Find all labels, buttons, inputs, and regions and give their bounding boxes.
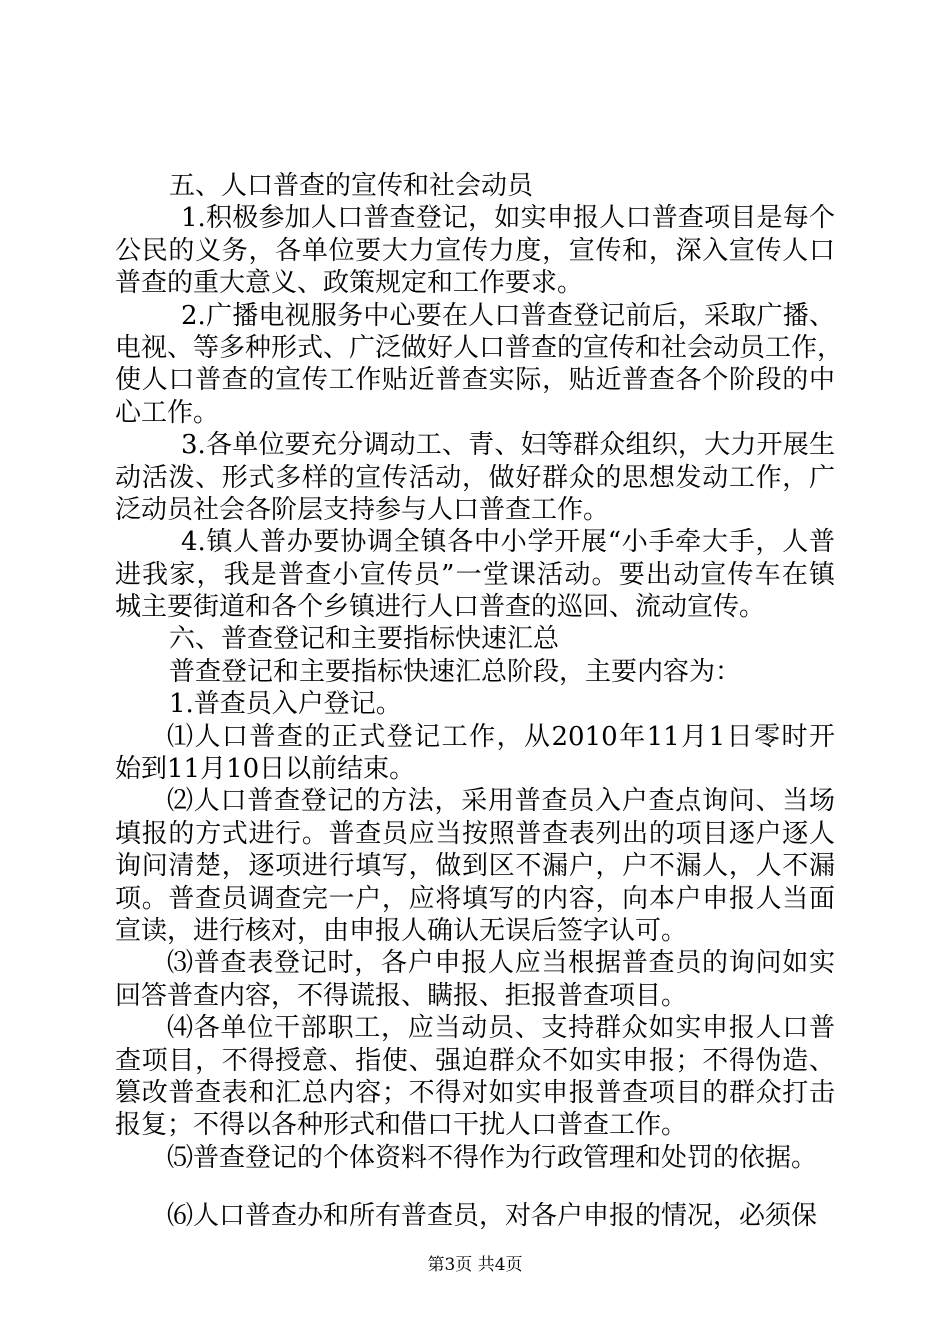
text-line: 五、人口普查的宣传和社会动员 bbox=[169, 171, 534, 201]
paragraph bbox=[115, 170, 835, 202]
paragraph bbox=[115, 656, 835, 688]
text-line: 动活泼、形式多样的宣传活动，做好群众的思想发动工作，广 bbox=[115, 462, 835, 493]
text-line: ⑷各单位干部职工，应当动员、支持群众如实申报人口普 bbox=[167, 1013, 835, 1044]
paragraph bbox=[115, 526, 835, 623]
paragraph bbox=[115, 1012, 835, 1142]
text-line: 始到11月10日以前结束。 bbox=[115, 754, 416, 785]
page-footer bbox=[0, 1255, 950, 1275]
text-line: 报复；不得以各种形式和借口干扰人口普查工作。 bbox=[115, 1110, 688, 1141]
text-line: ⑹人口普查办和所有普查员，对各户申报的情况，必须保 bbox=[167, 1201, 818, 1232]
page-number-label: 第3页 共4页 bbox=[427, 1255, 523, 1275]
paragraph bbox=[115, 623, 835, 655]
paragraph bbox=[115, 300, 844, 430]
text-line: ⑴人口普查的正式登记工作，从2010年11月1日零时开 bbox=[167, 721, 835, 752]
text-line: ⑵人口普查登记的方法，采用普查员入户查点询问、当场 bbox=[167, 786, 835, 817]
paragraph bbox=[115, 1142, 835, 1174]
text-line: 询问清楚，逐项进行填写，做到区不漏户，户不漏人，人不漏 bbox=[115, 851, 835, 882]
document-body bbox=[115, 170, 844, 1233]
paragraph-gap bbox=[115, 1174, 835, 1200]
text-line: 2.广播电视服务中心要在人口普查登记前后，采取广播、 bbox=[181, 300, 835, 331]
paragraph bbox=[115, 785, 835, 947]
text-line: 公民的义务，各单位要大力宣传力度，宣传和，深入宣传人口 bbox=[115, 235, 835, 266]
paragraph bbox=[115, 1200, 835, 1232]
paragraph bbox=[115, 688, 835, 720]
paragraph bbox=[115, 947, 835, 1012]
text-line: 填报的方式进行。普查员应当按照普查表列出的项目逐户逐人 bbox=[115, 818, 835, 849]
text-line: 电视、等多种形式、广泛做好人口普查的宣传和社会动员工作， bbox=[115, 332, 844, 363]
text-line: 六、普查登记和主要指标快速汇总 bbox=[169, 624, 560, 655]
text-line: 进我家，我是普查小宣传员”一堂课活动。要出动宣传车在镇 bbox=[115, 559, 835, 590]
text-line: 4.镇人普办要协调全镇各中小学开展“小手牵大手，人普 bbox=[181, 527, 835, 558]
text-line: 城主要街道和各个乡镇进行人口普查的巡回、流动宣传。 bbox=[115, 592, 766, 623]
paragraph bbox=[115, 429, 835, 526]
text-line: 1.积极参加人口普查登记，如实申报人口普查项目是每个 bbox=[181, 203, 835, 234]
text-line: 泛动员社会各阶层支持参与人口普查工作。 bbox=[115, 494, 610, 525]
text-line: 篡改普查表和汇总内容；不得对如实申报普查项目的群众打击 bbox=[115, 1077, 835, 1108]
text-line: 查项目，不得授意、指使、强迫群众不如实申报；不得伪造、 bbox=[115, 1045, 835, 1076]
text-line: 普查登记和主要指标快速汇总阶段，主要内容为： bbox=[169, 656, 742, 687]
text-line: ⑶普查表登记时，各户申报人应当根据普查员的询问如实 bbox=[167, 948, 835, 979]
text-line: 宣读，进行核对，由申报人确认无误后签字认可。 bbox=[115, 915, 688, 946]
text-line: 3.各单位要充分调动工、青、妇等群众组织，大力开展生 bbox=[181, 430, 835, 461]
text-line: 普查的重大意义、政策规定和工作要求。 bbox=[115, 268, 584, 299]
text-line: ⑸普查登记的个体资料不得作为行政管理和处罚的依据。 bbox=[167, 1142, 818, 1173]
paragraph bbox=[115, 721, 835, 786]
text-line: 使人口普查的宣传工作贴近普查实际，贴近普查各个阶段的中 bbox=[115, 365, 835, 396]
text-line: 项。普查员调查完一户，应将填写的内容，向本户申报人当面 bbox=[115, 883, 835, 914]
text-line: 回答普查内容，不得谎报、瞒报、拒报普查项目。 bbox=[115, 980, 688, 1011]
text-line: 心工作。 bbox=[115, 397, 220, 428]
paragraph bbox=[115, 202, 835, 299]
text-line: 1.普查员入户登记。 bbox=[169, 689, 402, 720]
